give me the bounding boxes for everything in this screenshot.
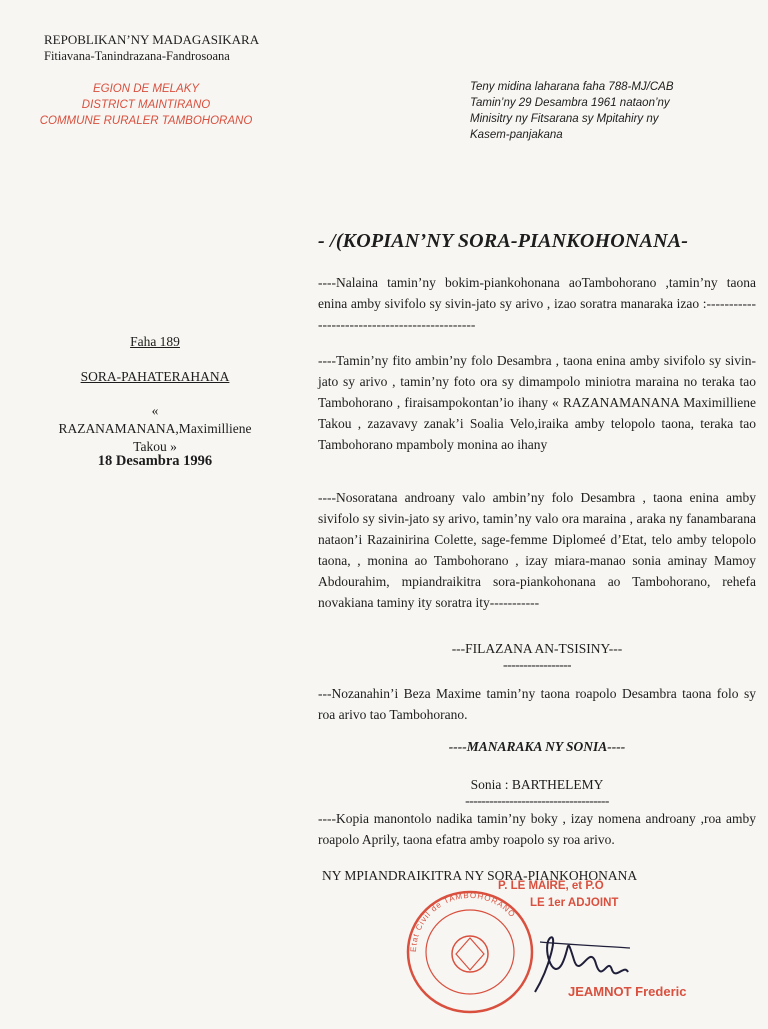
reference-line-2: Tamin’ny 29 Desambra 1961 nataon’ny: [470, 97, 670, 109]
person-name: « RAZANAMANANA,Maximilliene Takou »: [58, 403, 252, 454]
paragraph-extract: ----Nalaina tamin’ny bokim-piankohonana aoTambohorano ,tamin’ny taona enina amby sivifolo sy sivin-jato sy arivo , izao soratra manaraka izao :----------------------------------------------: [318, 275, 756, 332]
paragraph-marginal-note: ---Nozanahin’i Beza Maxime tamin’ny taona roapolo Desambra taona folo sy roa arivo tao Tambohorano.: [318, 686, 756, 722]
signature-line: Sonia : BARTHELEMY: [470, 777, 604, 792]
stamp-ring-text: Etat Civil de TAMBOHORANO: [408, 890, 518, 953]
stamp-signatory-name: JEAMNOT Frederic: [568, 984, 687, 999]
signature-rule: ------------------------------------: [465, 793, 609, 808]
act-number: Faha 189: [130, 334, 180, 349]
act-type: SORA-PAHATERAHANA: [80, 369, 230, 384]
region-line: EGION DE MELAKY: [92, 83, 200, 95]
region-block: [30, 81, 262, 129]
country-name: REPOBLIKAN’NY MADAGASIKARA: [44, 32, 260, 47]
registrar-title: NY MPIANDRAIKITRA NY SORA-PIANKOHONANA: [322, 868, 638, 883]
manaraka-heading: ----MANARAKA NY SONIA----: [448, 739, 626, 754]
commune-line: COMMUNE RURALER TAMBOHORANO: [39, 115, 253, 127]
header-republic: [44, 32, 259, 64]
legal-reference: [470, 79, 710, 143]
paragraph-declaration: ----Nosoratana androany valo ambin’ny folo Desambra , taona enina amby sivifolo sy sivin-jato sy arivo, tamin’ny valo ora maraina , araka ny fanambarana nataon’i Razainirina Colette, sage-femme Diplomeé d’Etat, telo amby telopolo taona, , monina ao Tambohorano , izay miara-manao sonia aminay Mamoy Abdourahim, mpiandraikitra sora-piankohonana ao Tambohorano, rehefa novakiana taminy ity soratra ity-----------: [318, 490, 756, 610]
paragraph-birth: ----Tamin’ny fito ambin’ny folo Desambra , taona enina amby sivifolo sy sivin-jato sy arivo , tamin’ny foto ora sy dimampolo miniotra maraina no teraka tao Tambohorano , firaisampokontan’io ihany « RAZANAMANANA Maximilliene Takou , zazavavy zanak’i Soalia Velo,iraika amby telopolo taona, teraka tao Tambohorano mpamboly monina ao ihany: [318, 353, 756, 452]
act-date: 18 Desambra 1996: [97, 453, 213, 469]
stamp-seal-icon: [400, 872, 700, 1024]
paragraph-copy: ----Kopia manontolo nadika tamin’ny boky , izay nomena androany ,roa amby roapolo Aprily, taona efatra amby roapolo sy roa arivo.: [318, 811, 756, 847]
national-motto: Fitiavana-Tanindrazana-Fandrosoana: [44, 49, 230, 63]
reference-line-1: Teny midina laharana faha 788-MJ/CAB: [470, 81, 674, 93]
district-line: DISTRICT MAINTIRANO: [81, 99, 211, 111]
official-stamp: [400, 872, 700, 1024]
stamp-mayor-text: P. LE MAIRE, et P.O: [498, 880, 604, 892]
filazana-heading: ---FILAZANA AN-TSISINY---: [451, 641, 623, 656]
stamp-adjoint-text: LE 1er ADJOINT: [530, 897, 619, 909]
reference-line-4: Kasem-panjakana: [470, 129, 563, 141]
reference-line-3: Minisitry ny Fitsarana sy Mpitahiry ny: [470, 113, 659, 125]
document-title: - /(KOPIAN’NY SORA-PIANKOHONANA-: [318, 230, 689, 252]
filazana-rule: -----------------: [503, 657, 571, 672]
